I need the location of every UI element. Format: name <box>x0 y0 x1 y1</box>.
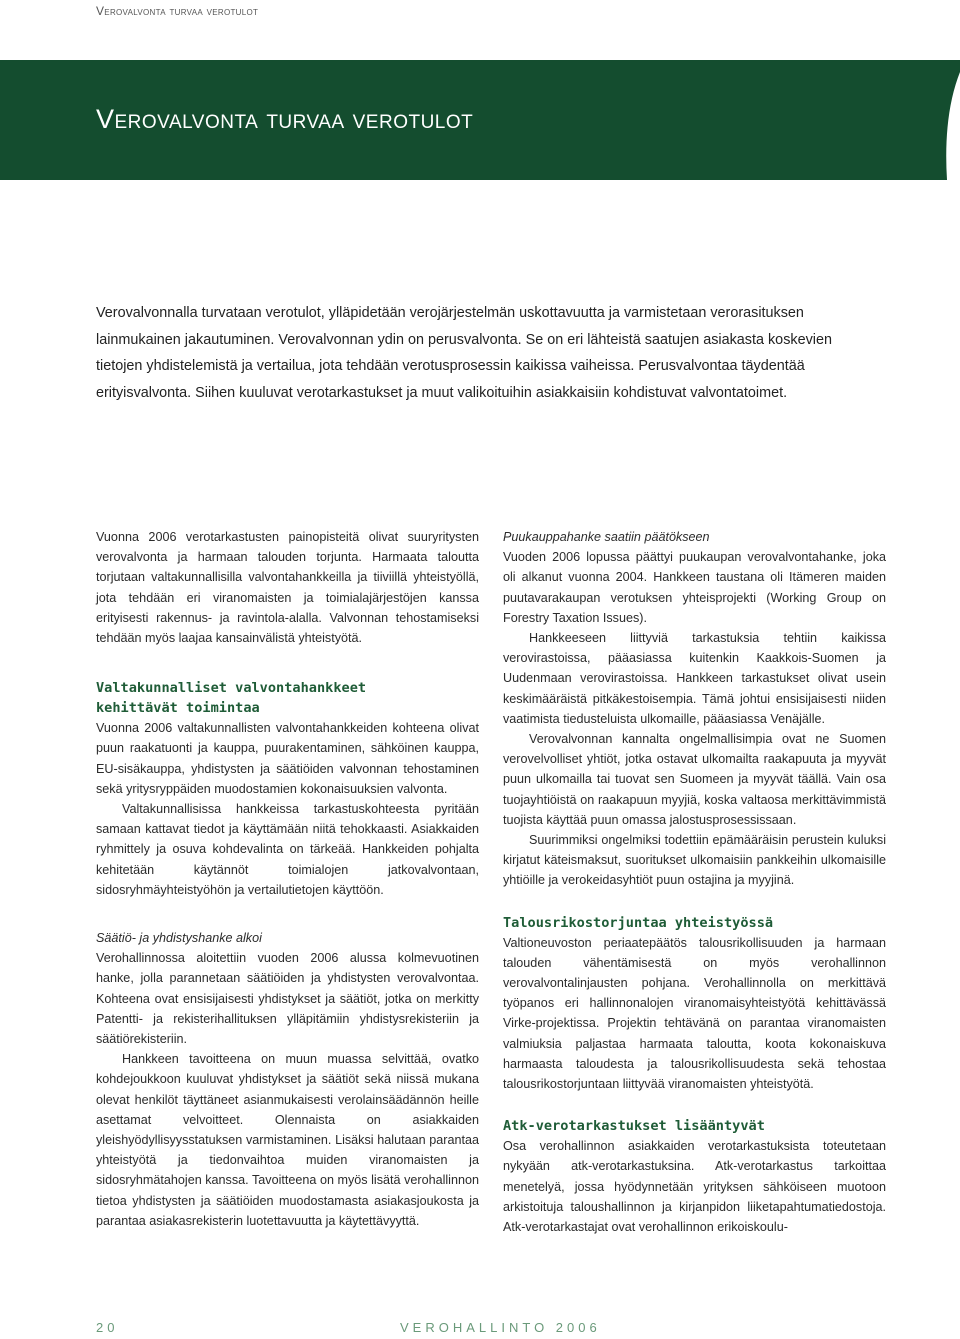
banner-decoration <box>900 60 960 180</box>
page-title: Verovalvonta turvaa verotulot <box>96 104 474 134</box>
right-column <box>503 527 886 1237</box>
title-banner <box>0 60 960 180</box>
lead-line: erityisvalvonta. Siihen kuuluvat verotarkastukset ja muut valikoituihin asiakkaisiin kohdistuvat valvontatoimet. <box>96 384 788 401</box>
body-paragraph: Hankkeen tavoitteena on muun muassa selvittää, ovatko kohdejoukkoon kuuluvat yhdistykset ja säätiöt sekä niissä mukana olevat henkilöt täyttäneet asianmukaisesti verolainsäädännön heille asettamat velvoitteet. Olennaista on asiakkaiden yleishyödyllisyysstatuksen varmistaminen. Lisäksi halutaan parantaa yhteistyötä ja tiedonvaihtoa muiden viranomaisten ja sidosryhmätahojen kanssa. Tavoitteena on myös lisätä verohallinnon tietoa yhdistysten ja säätiöiden muodostamasta asiakasjoukosta ja parantaa asiakasrekisterin luotettavuutta ja käytettävyyttä. <box>96 1052 479 1228</box>
body-paragraph: Osa verohallinnon asiakkaiden verotarkastuksista toteutetaan nykyään atk-verotarkastuksina. Atk-verotarkastus tarkoittaa menetelyä, jossa hyödynnetään yrityksen sähköiseen muotoon arkistoituja taloushallinnon ja kirjanpidon liiketapahtumatiedostoja. Atk-verotarkastajat ovat verohallinnon erikoiskoulu- <box>503 1139 886 1235</box>
body-paragraph: Vuonna 2006 valtakunnallisten valvontahankkeiden kohteena olivat puun raakatuonti ja kauppa, puurakentaminen, sähköinen kauppa, EU-sisäkauppa, yhdistysten ja säätiöiden valvonnan tehostaminen sekä yritysryppäiden muodostamien kokonaisuuksien valvonta. <box>96 721 479 796</box>
section-heading: Talousrikostorjuntaa yhteistyössä <box>503 914 774 931</box>
publication-name: VEROHALLINTO 2006 <box>400 1320 601 1335</box>
body-paragraph: Valtakunnallisissa hankkeissa tarkastuskohteesta pyritään samaan kattavat tiedot ja käyttämään niitä tehokkaasti. Asiakkaiden ryhmittely ja osuva kohdevalinta on tärkeää. Hankkeiden pohjalta kehitetään käytännöt toimialojen jatkovalvontaan, sidosryhmäyhteistyöhön ja vertailutietojen käyttöön. <box>96 802 479 897</box>
running-head: Verovalvonta turvaa verotulot <box>96 4 259 18</box>
subheading: Puukauppahanke saatiin päätökseen <box>503 530 710 544</box>
page-number: 20 <box>96 1320 119 1335</box>
subheading: Säätiö- ja yhdistyshanke alkoi <box>96 931 262 946</box>
lead-line: Verovalvonnalla turvataan verotulot, ylläpidetään verojärjestelmän uskottavuutta ja varmistetaan verorasituksen <box>96 305 804 321</box>
heading-line: kehittävät toimintaa <box>96 700 260 717</box>
heading-line: Valtakunnalliset valvontahankkeet <box>96 680 367 697</box>
section-heading: Atk-verotarkastukset lisääntyvät <box>503 1118 765 1135</box>
body-paragraph: Verohallinnossa aloitettiin vuoden 2006 alussa kolmevuotinen hanke, jolla parannetaan säätiöiden ja yhdistysten verovalvontaa. Kohteena ovat ensisijaisesti yhdistykset ja säätiöt, jotka on merkitty Patentti- ja rekisterihallituksen ylläpitämiin yhdistysrekisteriin ja säätiörekisteriin. <box>96 951 479 1047</box>
body-paragraph: Vuoden 2006 lopussa päättyi puukaupan verovalvontahanke, joka oli alkanut vuonna 2004. Hankkeen taustana oli Itämeren maiden puutavarakaupan verotuksen yhteisprojekti (Working Group on Forestry Taxation Issues). <box>503 550 886 625</box>
lead-line: tietojen yhdistelemistä ja vertailua, jota tehdään verotusprosessin kaikissa vaiheissa. Perusvalvontaa täydentää <box>96 358 805 374</box>
lead-line: lainmukainen jakautuminen. Verovalvonnan ydin on perusvalvonta. Se on eri lähteistä saatujen asiakasta koskevien <box>96 331 832 348</box>
left-column <box>96 527 479 1231</box>
body-paragraph: Valtioneuvoston periaatepäätös talousrikollisuuden ja harmaan talouden vähentämisestä on myös verohallinnon verovalvontalinjausten pohjana. Verohallinnolla on merkittävä työpanos eri hallinnonalojen viranomaisyhteistyötä kehittävässä Virke-projektissa. Projektin tehtävänä on parantaa viranomaisten valmiuksia paljastaa harmaata taloutta, koota kokonaiskuva harmaasta taloudesta ja talousrikollisuudesta sekä tehostaa talousrikostorjuntaan liittyvää viranomaisten yhteistyötä. <box>503 935 886 1092</box>
body-paragraph: Verovalvonnan kannalta ongelmallisimpia ovat ne Suomen verovelvolliset yhtiöt, jotka ostavat ulkomailta raakapuuta ja myyvät puun ulkomailla tai tuovat sen Suomeen ja myyvät täällä. Vain osa tuojayhtiöistä on raakapuun myyjiä, koska valtaosa merkittävimmistä tuojista käyttää puun omassa jalostusprosessissaan. <box>503 732 886 827</box>
intro-paragraph: Vuonna 2006 verotarkastusten painopisteitä olivat suuryritysten verovalvonta ja harmaan talouden torjunta. Harmaata taloutta torjutaan valtakunnallisilla valvontahankkeilla ja tiiviillä yhteistyöllä, jota tehdään eri viranomaisten ja toimialajärjestöjen kanssa erityisesti rakennus- ja ravintola-alalla. Valvonnan tehostamiseksi tehdään myös laajaa kansainvälistä yhteistyötä. <box>96 530 479 646</box>
body-paragraph: Suurimmiksi ongelmiksi todettiin epämääräisin perustein kuluksi kirjatut käteismaksut, suoritukset ulkomaisiin pankkeihin ulkomaisille yhtiöille ja verokeidasyhtiöt puun ostajina ja myyjinä. <box>503 833 886 888</box>
section-heading <box>96 678 479 718</box>
body-paragraph: Hankkeeseen liittyviä tarkastuksia tehtiin kaikissa verovirastoissa, pääasiassa kuitenkin Kaakkois-Suomen ja Uudenmaan verovirastoissa. Hankkeen tarkastukset olivat usein keskimääräistä pitkäkestoisempia. Tämä johtui ensisijaisesti niiden vaatimista tiedusteluista ulkomaille, pääasiassa Venäjälle. <box>503 631 886 726</box>
lead-paragraph <box>96 300 886 406</box>
